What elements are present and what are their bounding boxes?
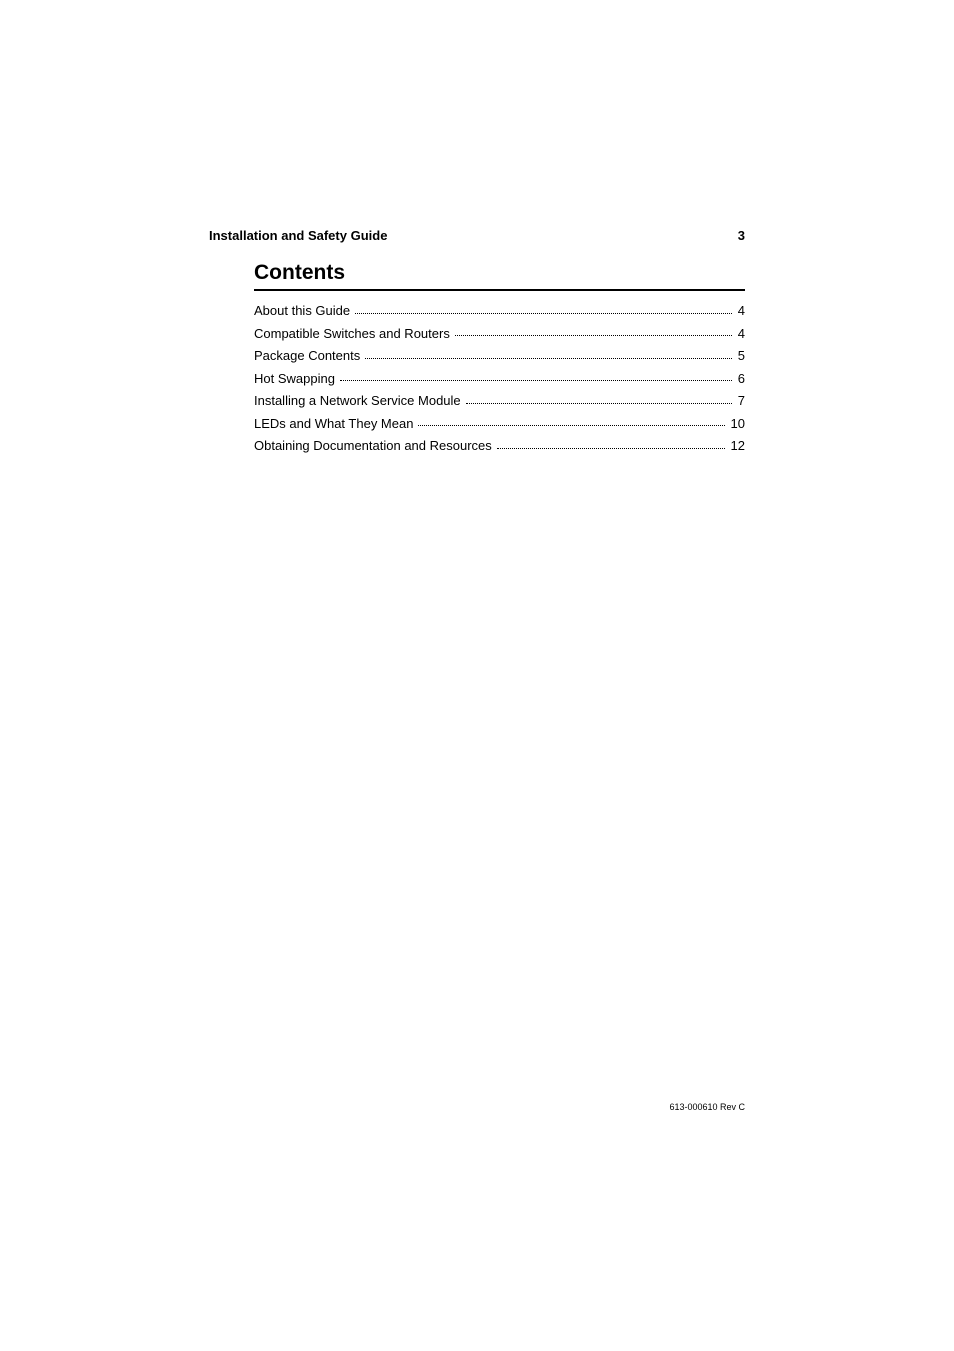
dot-leader (355, 313, 732, 314)
toc-entry-label: Obtaining Documentation and Resources (254, 438, 492, 453)
toc-entry-label: Compatible Switches and Routers (254, 325, 450, 341)
header-page-number: 3 (737, 228, 745, 243)
toc-entry-label: About this Guide (254, 303, 351, 318)
running-header (209, 228, 745, 246)
toc-entry-hot-swapping[interactable] (254, 368, 745, 391)
toc-entry-page: 5 (737, 348, 745, 363)
header-title: Installation and Safety Guide (209, 228, 388, 243)
toc-entry-page: 6 (737, 370, 745, 386)
dot-leader (497, 448, 725, 449)
heading-rule (254, 289, 745, 291)
dot-leader (455, 335, 732, 336)
toc-entry-page: 4 (737, 325, 745, 341)
toc-entry-about-this-guide[interactable] (254, 300, 745, 323)
toc-entry-package-contents[interactable] (254, 345, 745, 368)
toc-entry-page: 4 (737, 303, 745, 318)
toc-entry-label: Package Contents (254, 348, 361, 363)
toc-entry-obtaining-documentation[interactable] (254, 435, 745, 458)
dot-leader (418, 425, 724, 426)
toc-entry-leds[interactable] (254, 413, 745, 436)
toc-entry-compatible-switches[interactable] (254, 323, 745, 346)
document-number: 613-000610 Rev C (669, 1102, 745, 1112)
toc-entry-label: Hot Swapping (254, 370, 335, 386)
dot-leader (340, 380, 732, 381)
toc-entry-page: 12 (730, 438, 745, 453)
toc-entry-installing-module[interactable] (254, 390, 745, 413)
contents-heading: Contents (254, 261, 345, 284)
dot-leader (365, 358, 732, 359)
dot-leader (466, 403, 732, 404)
toc-entry-label: Installing a Network Service Module (254, 393, 461, 408)
toc-entry-page: 10 (730, 415, 745, 431)
toc-entry-label: LEDs and What They Mean (254, 415, 414, 431)
toc-entry-page: 7 (737, 393, 745, 408)
table-of-contents (254, 300, 745, 458)
